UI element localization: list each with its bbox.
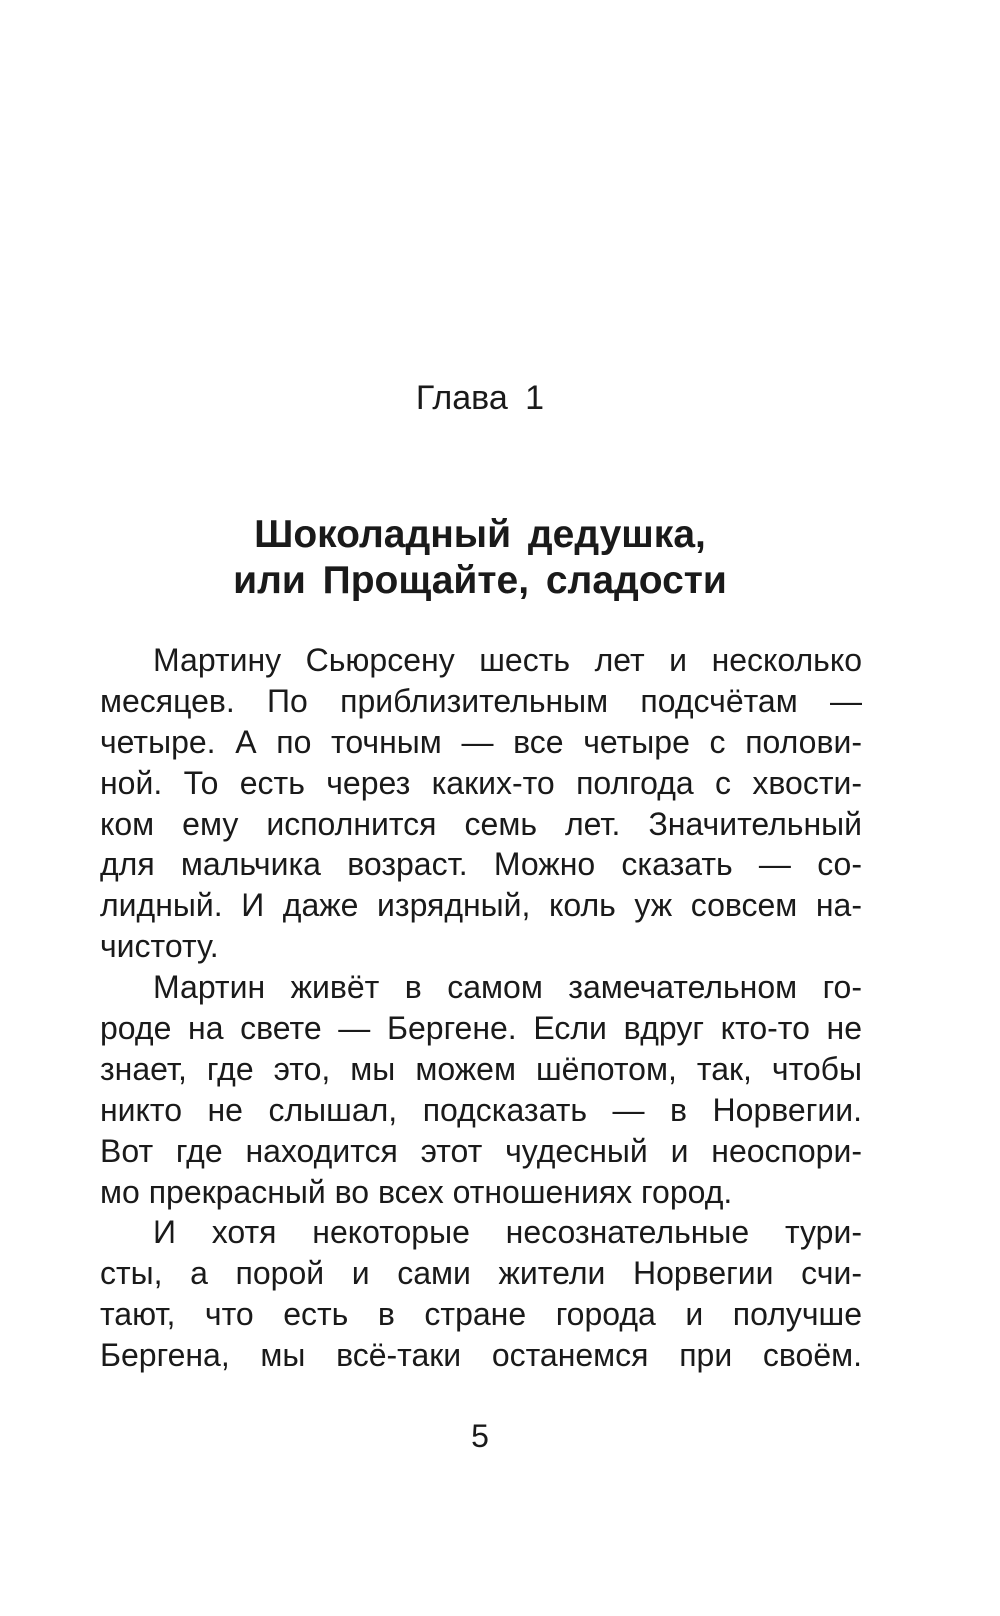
text-line: чистоту. [100, 928, 219, 965]
chapter-title-line: Шоколадный дедушка, [254, 513, 706, 556]
text-line: Бергена, мы всё-таки останемся при своём. [100, 1337, 862, 1374]
body-text [100, 640, 862, 1376]
text-line: лидный. И даже изрядный, коль уж совсем на- [100, 887, 862, 924]
text-line: никто не слышал, подсказать — в Норвегии. [100, 1091, 862, 1128]
chapter-label: Глава 1 [415, 379, 545, 417]
page-number: 5 [471, 1418, 489, 1454]
text-line: ной. То есть через каких-то полгода с хвости- [100, 764, 862, 801]
text-line: для мальчика возраст. Можно сказать — со- [100, 846, 862, 883]
text-line: месяцев. По приблизительным подсчётам — [100, 682, 862, 719]
text-line: мо прекрасный во всех отношениях город. [100, 1173, 733, 1210]
text-line: роде на свете — Бергене. Если вдруг кто-то не [100, 1010, 862, 1047]
chapter-title [0, 512, 960, 604]
text-line: сты, а порой и сами жители Норвегии счи- [100, 1255, 862, 1292]
text-line: знает, где это, мы можем шёпотом, так, чтобы [100, 1050, 862, 1087]
text-line: тают, что есть в стране города и получше [100, 1296, 862, 1333]
text-line: четыре. А по точным — все четыре с полови- [100, 723, 862, 760]
text-line: Мартину Сьюрсену шесть лет и несколько [153, 642, 862, 678]
text-line: ком ему исполнится семь лет. Значительный [100, 805, 862, 842]
text-line: Вот где находится этот чудесный и неоспори- [100, 1132, 862, 1169]
chapter-title-line: или Прощайте, сладости [233, 559, 727, 602]
text-line: Мартин живёт в самом замечательном го- [153, 969, 862, 1006]
text-line: И хотя некоторые несознательные тури- [153, 1214, 862, 1251]
